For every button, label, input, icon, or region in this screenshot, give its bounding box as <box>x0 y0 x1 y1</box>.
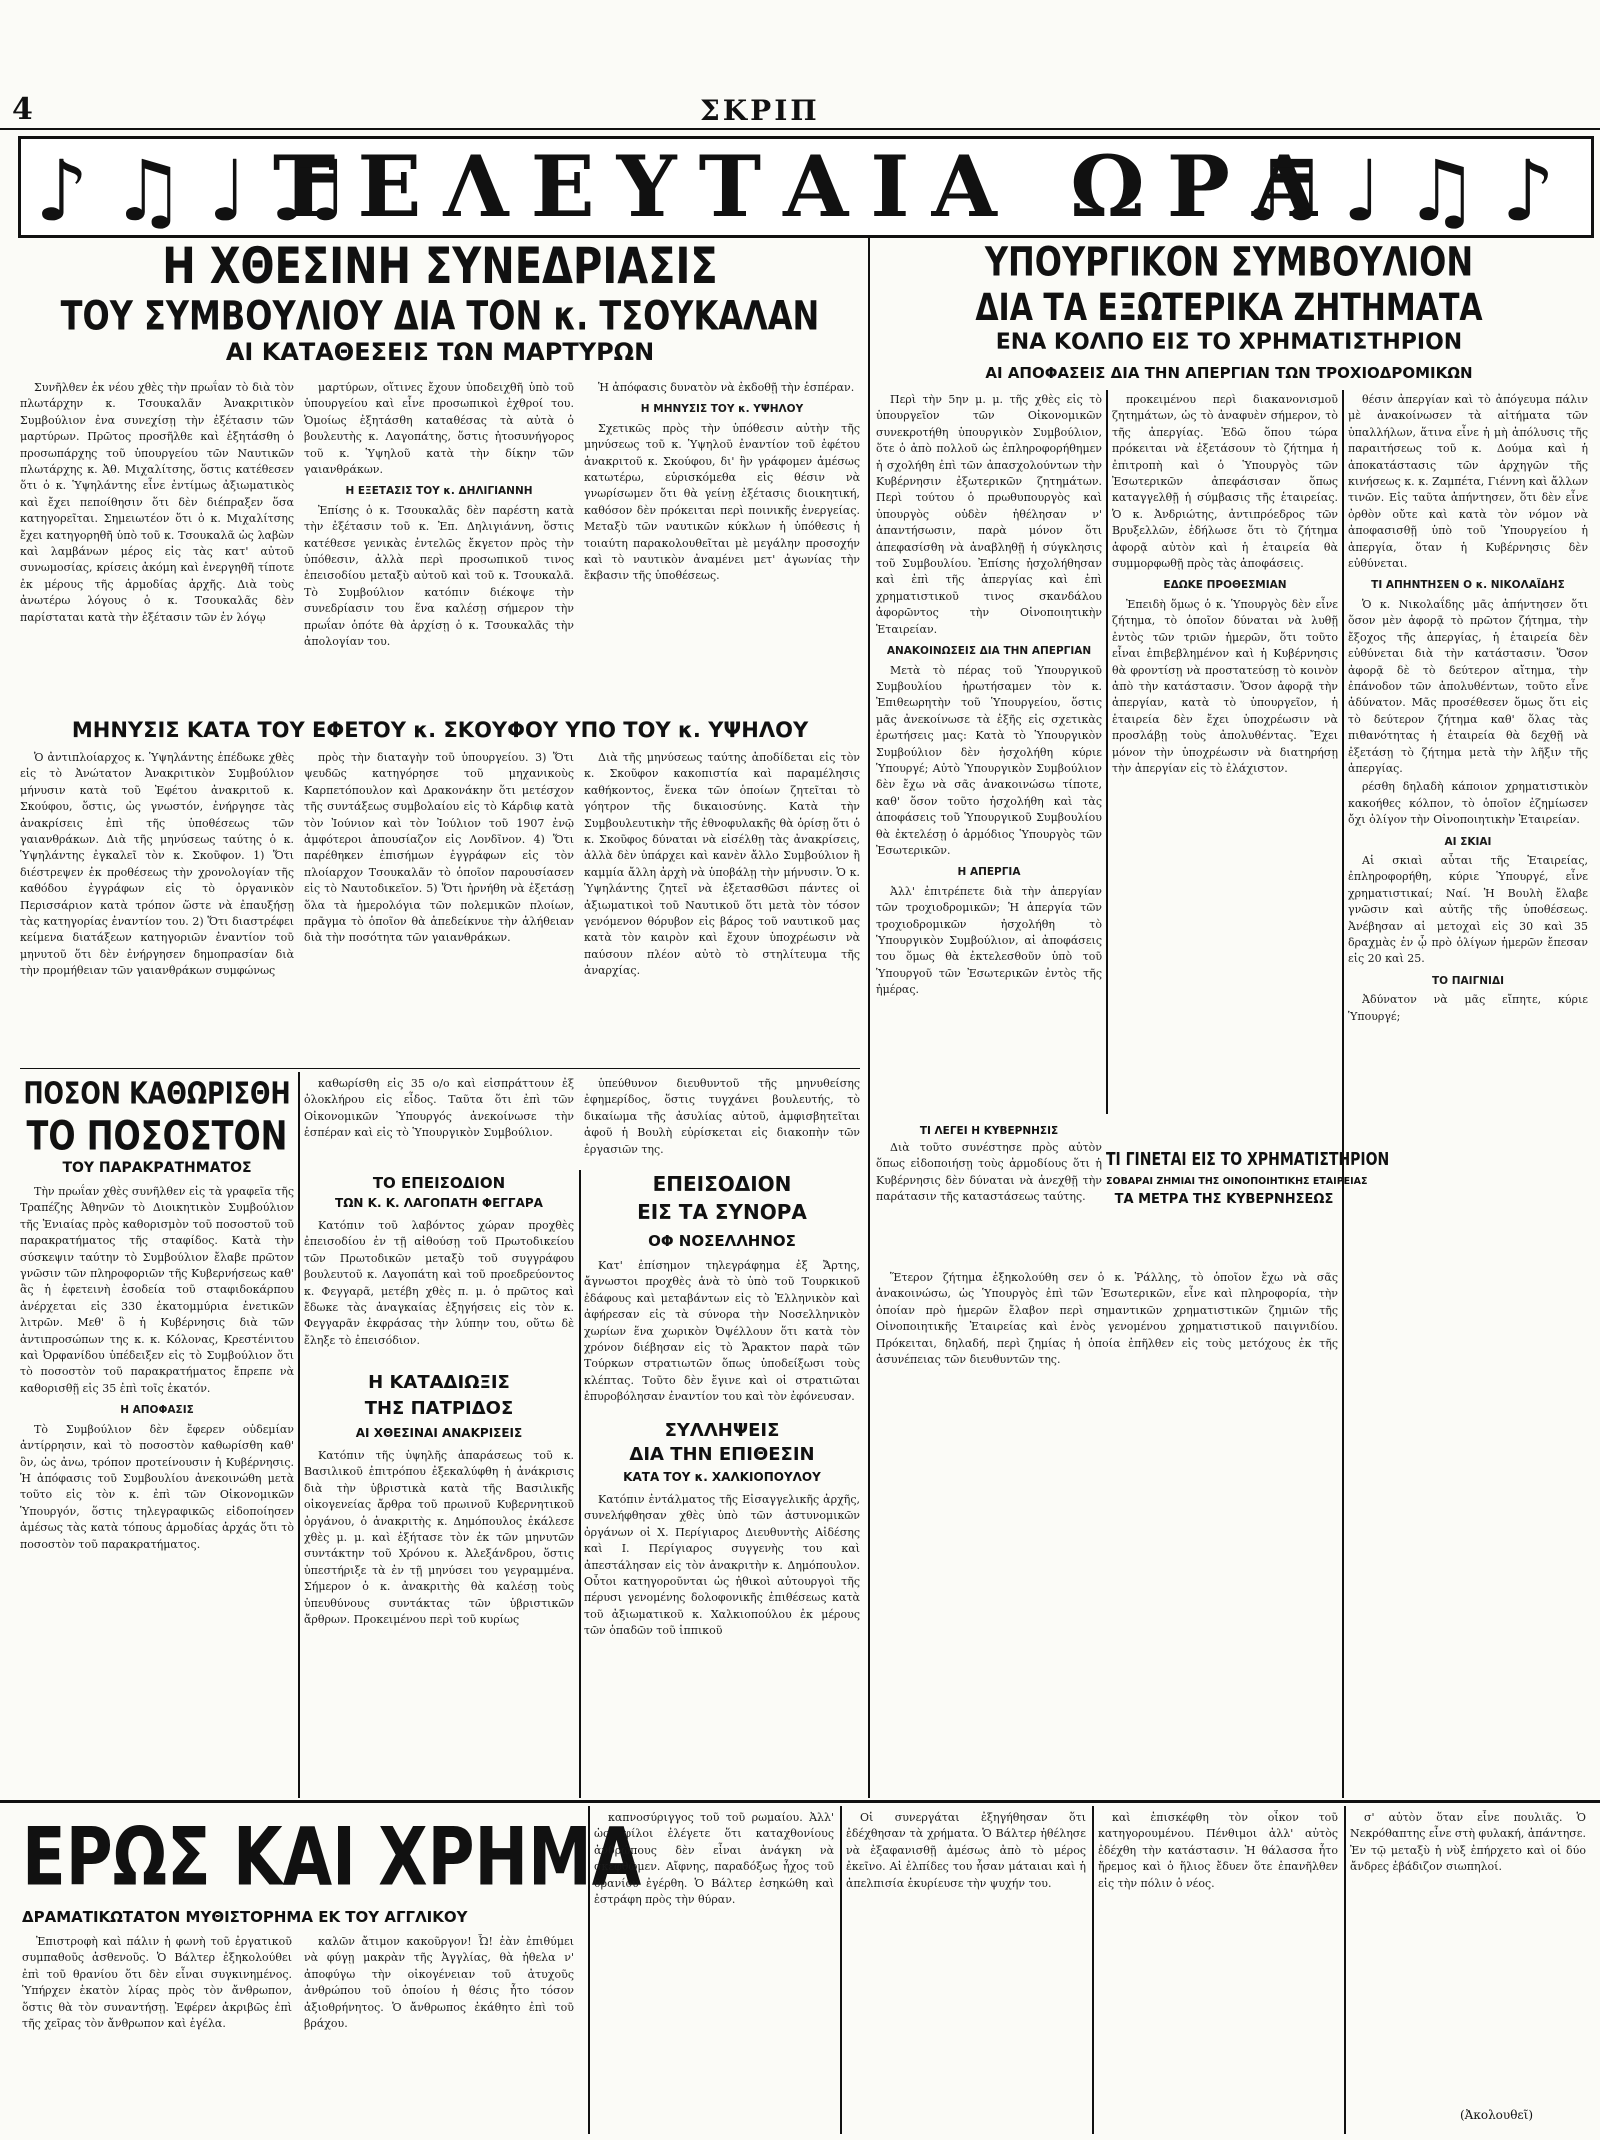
paragraph: καπνοσύριγγος τοῦ τοῦ ρωμαίου. Ἀλλ' ὡς φίλοι ἐλέγετε ὅτι καταχθονίους ἀνθρώπους δὲν εἶναι ἀνάγκη νὰ σκεφθῶμεν. Αἴφνης, παραδόξως ἦχος τοῦ θρανίου ἐγέρθη. Ὁ Βάλτερ ἐσηκώθη καὶ ἐστράφη πρὸς τὴν θύραν. <box>594 1811 834 1907</box>
paragraph: καὶ ἐπισκέφθη τὸν οἶκον τοῦ κατηγορουμένου. Πένθιμοι ἀλλ' αὐτὸς ἐδέχθη τὴν κατάστασιν. Ἡ θάλασσα ἦτο ἤρεμος καὶ ὁ ἥλιος ἔδυεν ὅτε ἐπανῆλθεν εἰς τὴν πόλιν ὁ νέος. <box>1098 1811 1338 1890</box>
novel-col-6 <box>1350 1810 1586 2110</box>
column-rule <box>579 1170 581 1798</box>
government-body <box>876 1140 1102 1260</box>
paragraph: Αἱ σκιαὶ αὗται τῆς Ἑταιρείας, ἐπληροφορήθη, κύριε Ὑπουργέ, εἶνε χρηματιστικαί; Ναί. Ἡ Βουλὴ ἔλαβε γνῶσιν καὶ αὐτῆς τῆς ὑποθέσεως. Ἀνέβησαν αἱ μετοχαὶ εἰς 30 καὶ 35 δραχμὰς ἐν ᾧ πρὸ ὀλίγων ἡμερῶν ἔπεσαν εἰς 20 καὶ 25. <box>1348 853 1588 966</box>
novel-col-1 <box>22 1934 292 2130</box>
left-deck: ΑΙ ΚΑΤΑΘΕΣΕΙΣ ΤΩΝ ΜΑΡΤΥΡΩΝ <box>225 338 655 366</box>
slander-body <box>304 1448 574 1788</box>
paragraph: μαρτύρων, οἵτινες ἔχουν ὑποδειχθῆ ὑπὸ τοῦ ὑπουργείου καὶ εἶνε προσωπικοὶ ἐχθροί του. Ὁμοίως ἐξητάσθη καταθέσας τὰ αὐτὰ ὁ βουλευτὴς κ. Λαγοπάτης, ὅστις ἠτοσυνήγορος τοῦ κ. Ὑψηλοῦ κατὰ τὴν δίκην τῶν γαιανθράκων. <box>304 381 574 477</box>
left-headline: Η ΧΘΕΣΙΝΗ ΣΥΝΕΔΡΙΑΣΙΣ <box>162 238 718 296</box>
right-subheadline: ΔΙΑ ΤΑ ΕΞΩΤΕΡΙΚΑ ΖΗΤΗΜΑΤΑ <box>975 286 1483 330</box>
incident-body <box>304 1218 574 1358</box>
paragraph: Συνῆλθεν ἐκ νέου χθὲς τὴν πρωΐαν τὸ διὰ τὸν πλωτάρχην κ. Τσουκαλᾶν Ἀνακριτικὸν Συμβούλιον ἐνα συνεχίσῃ τὴν ἐξέτασιν τῶν μαρτύρων. Πρῶτος προσῆλθε καὶ ἐξητάσθη ὁ προσωπάρχης τοῦ ὑπουργείου τῶν Ναυτικῶν πλωτάρχης κ. Ἀθ. Μιχαλίτσης, ὅστις κατέθεσεν ὅτι ὁ κ. Ὑψηλάντης εἶνε ἐντίμως ἀξιωματικὸς καὶ ἔχει πεποίθησιν ὅτι δὲν διέπραξεν ὅσα κατηγορεῖται. Σημειωτέον ὅτι ὁ κ. Μιχαλίτσης ἔχει κατηγορηθῆ ὑπὸ τοῦ κ. Τσουκαλᾶ ὡς λαβὼν καὶ λαμβάνων μέρος εἰς τὰς κατ' αὐτοῦ συνωμοσίας, κρίσεις ἀκόμη καὶ ἐνεργηθῆ τίποτε ἐκ μέρους τῆς ἁρμοδίας ἀρχῆς. Διὰ τοὺς ἀνωτέρω λόγους ὁ κ. Τσουκαλᾶς δὲν παρίσταται κατὰ τὴν ἐξέτασιν τῶν ἐν λόγῳ <box>20 381 294 624</box>
column-rule <box>1092 1806 1094 2134</box>
novel-col-4 <box>846 1810 1086 2130</box>
paragraph: Περὶ τὴν 5ην μ. μ. τῆς χθὲς εἰς τὸ ὑπουργεῖον τῶν Οἰκονομικῶν συνεκροτήθη ὑπουργικὸν Συμβούλιον, ὅτε ὁ ἀπὸ πολλοῦ ὡς ἐπληροφορήθημεν ἡ σχολήθη ἐπὶ τῶν ἀπασχολούντων τὴν Κυβέρνησιν ἐξωτερικῶν ζητημάτων. Περὶ τούτου ὁ πρωθυπουργὸς καὶ ὑπουργὸς οὐδὲν ἠθέλησαν ν' ἀπαντήσωσιν, παρὰ μόνον ὅτι ἀπεφασίσθη νὰ ἀναβληθῇ ἡ σύγκλησις τοῦ Συμβουλίου. Ἐπίσης ἠσχολήθησαν καὶ ἐπὶ τῆς ἀπεργίας καὶ ἐπὶ χρηματιστικοῦ τινος σκανδάλου ἀφορῶντος τὴν Οἰνοποιητικὴν Ἑταιρείαν. <box>876 393 1102 636</box>
percent-col-1 <box>20 1184 294 1784</box>
border-body <box>584 1258 860 1408</box>
section-rule <box>20 1068 860 1069</box>
arrest-headline: ΣΥΛΛΗΨΕΙΣ <box>664 1420 780 1441</box>
percent-headline: ΠΟΣΟΝ ΚΑΘΩΡΙΣΘΗ <box>23 1076 291 1111</box>
incident-subheadline: ΤΩΝ Κ. Κ. ΛΑΓΟΠΑΤΗ ΦΕΓΓΑΡΑ <box>335 1196 543 1210</box>
subheading: ΕΔΩΚΕ ΠΡΟΘΕΣΜΙΑΝ <box>1163 579 1287 592</box>
percent-deck: ΤΟΥ ΠΑΡΑΚΡΑΤΗΜΑΤΟΣ <box>62 1160 252 1176</box>
page-number: 4 <box>12 92 33 127</box>
paragraph: Ἐπίσης ὁ κ. Τσουκαλᾶς δὲν παρέστη κατὰ τὴν ἐξέτασιν τοῦ κ. Ἐπ. Δηλιγιάννη, ὅστις κατέθεσε γενικὰς ἐντελῶς ἔκγετον πρὸς τὴν ὑπόθεσιν, ἀλλὰ περὶ προσωπικοῦ τινος ἐπεισοδίου μεταξὺ αὐτοῦ καὶ τοῦ κ. Τσουκαλᾶ. Τὸ Συμβούλιον κατόπιν διέκοψε τὴν συνεδρίασιν του ἕνα καλέσῃ σήμερον τὴν πρωΐαν ὁπότε θὰ ἀρχίσῃ ὁ κ. Τσουκαλᾶς τὴν ἀπολογίαν του. <box>304 503 574 649</box>
novel-col-5 <box>1098 1810 1338 2130</box>
musical-notes-left-icon: ♪♫♩♬ <box>35 141 367 240</box>
column-rule <box>1342 390 1344 1798</box>
border-headline: ΕΠΕΙΣΟΔΙΟΝ <box>652 1172 792 1196</box>
percent-subheadline: ΤΟ ΠΟΣΟΣΤΟΝ <box>26 1112 288 1160</box>
left-col-1 <box>20 380 294 715</box>
left-col-3 <box>584 380 860 715</box>
percent-col-2 <box>304 1076 574 1166</box>
paragraph: Ὁ κ. Νικολαΐδης μᾶς ἀπήντησεν ὅτι ὅσον μὲν ἀφορᾷ τὸ πρῶτον ζήτημα, τὴν ἔξοχος τῆς ἀπεργίας, ἡ ἑταιρεία δὲν εὐθύνεται διὰ τὴν κατάστασιν. Ὅσον ἀφορᾷ δὲ τὸ δεύτερον αἴτημα, τὴν ἐπάνοδον τῶν ἀπολυθέντων, τοῦτο εἶνε ἀδύνατον. Μᾶς προσέθεσεν ὅμως ὅτι εἰς τὸ δεύτερον ζήτημα καθ' ὅλας τὰς πιθανότητας ἡ ἑταιρεία θὰ δεχθῇ νὰ ἐξετάσῃ τὸ ζήτημα μετὰ τὴν λῆξιν τῆς ἀπεργίας. <box>1348 597 1588 775</box>
percent-col-3 <box>584 1076 860 1166</box>
paragraph: Κατόπιν τοῦ λαβόντος χώραν προχθὲς ἐπεισοδίου ἐν τῇ αἰθούσῃ τοῦ Πρωτοδικείου τῶν Πρωτοδικῶν μεταξὺ τοῦ συγγράφου βουλευτοῦ κ. Λαγοπάτη καὶ τοῦ προεδρεύοντος κ. Φεγγαρᾶ, μετέβη χθὲς π. μ. ὁ πρῶτος καὶ ἔδωκε τὰς ἀναγκαίας ἐξηγήσεις εἰς τὸν κ. Φεγγαρᾶν ἐκφράσας τὴν λύπην του, οὕτω δὲ ἔληξε τὸ ἐπεισόδιον. <box>304 1219 574 1347</box>
incident-headline: ΤΟ ΕΠΕΙΣΟΔΙΟΝ <box>372 1174 506 1192</box>
header-rule <box>0 128 1600 130</box>
right-col-1 <box>876 392 1102 1112</box>
right-deck: ΕΝΑ ΚΟΛΠΟ ΕΙΣ ΤΟ ΧΡΗΜΑΤΙΣΤΗΡΙΟΝ <box>995 330 1463 355</box>
paragraph: Μετὰ τὸ πέρας τοῦ Ὑπουργικοῦ Συμβουλίου ἠρωτήσαμεν τὸν κ. Ἐπιθεωρητὴν τοῦ Ὑπουργείου, ὅστις μᾶς ἀνεκοίνωσε τὰ ἑξῆς εἰς σχετικὰς ἐρωτήσεις μας: Κατὰ τὸ Ὑπουργικὸν Συμβούλιον δὲν ἠσχολήθη κύριε Ὑπουργέ; Αὐτὸ Ὑπουργικὸν Συμβούλιον δὲν ἔχω νὰ σᾶς ἀνακοινώσω τίποτε, καθ' ὅσον τοῦτο ἠσχολήθη καὶ τὰς ἀποφάσεις τοῦ Ὑπουργικοῦ Συμβουλίου θὰ ἐκτελέσῃ ὁ ἁρμόδιος Ὑπουργὸς τῶν Ἐσωτερικῶν. <box>876 663 1102 857</box>
paragraph: ρέσθη δηλαδὴ κάποιον χρηματιστικὸν κακοήθες κόλπον, τὸ ὁποῖον ἐζημίωσεν ὄχι ὀλίγον τὴν Οἰνοποιητικὴν Ἑταιρείαν. <box>1348 780 1588 827</box>
paragraph: σ' αὐτὸν ὅταν εἶνε πουλιᾶς. Ὁ Νεκρόθαπτης εἶνε στὴ φυλακή, ἀπάντησε. Ἐν τῷ μεταξὺ ἡ νὺξ ἐπήρχετο καὶ οἱ δύο ἄνδρες ἐβάδιζον σιωπηλοί. <box>1350 1811 1586 1874</box>
paragraph: θέσιν ἀπεργίαν καὶ τὸ ἀπόγευμα πάλιν μὲ ἀνακοίνωσεν τὰ αἰτήματα τῶν ὑπαλλήλων, ἅτινα εἶνε ἡ μὴ ἀπόλυσις τῆς παραιτήσεως τοῦ κ. Δούμα καὶ ἡ ἀποκατάστασις τῶν ἀρχηγῶν τῆς κινήσεως κ. κ. Ζαμπέτα, Γιέννη καὶ ἄλλων τινῶν. Εἰς ταῦτα ἀπήντησεν, ὅτι δὲν εἶνε ὀρθὸν οὔτε καὶ κατὰ τὸν νόμον νὰ ἀποφασισθῇ ὑπὸ τοῦ Ὑπουργείου ἡ ἀπεργία, ὅταν ἡ Κυβέρνησις δὲν εὐθύνεται. <box>1348 393 1588 571</box>
novel-col-3 <box>594 1810 834 2130</box>
paragraph: Ἀλλ' ἐπιτρέπετε διὰ τὴν ἀπεργίαν τῶν τροχιοδρομικῶν; Ἡ ἀπεργία τῶν τροχιοδρομικῶν ἠσχολήθη τὸ Ὑπουργικὸν Συμβούλιον, αἱ ἀποφάσεις του ὅμως θὰ ἐκτελεσθοῦν ὑπὸ τοῦ Ὑπουργοῦ τῶν Ἐσωτερικῶν ἐντὸς τῆς ἡμέρας. <box>876 884 1102 997</box>
exchange-col-1 <box>876 1270 1338 1790</box>
paragraph: Ἐπειδὴ ὅμως ὁ κ. Ὑπουργὸς δὲν εἶνε ζήτημα, τὸ ὁποῖον δύναται νὰ λυθῇ ἐντὸς τῶν τριῶν ἡμερῶν, ὅτι τοῦτο εἶναι ἐπιβεβλημένον καὶ ἡ Κυβέρνησις θὰ φροντίσῃ νὰ προστατεύσῃ τὸ κοινὸν ἀπὸ τὴν κατάστασιν. Ὅσον ἀφορᾷ τὴν ἀπεργίαν, κατὰ τὸ ὑπουργεῖον, ἡ ἑταιρεία δὲν ἔχει ὑποχρέωσιν νὰ προσλάβῃ τοὺς ἀπολυθέντας. Ἔχει μόνον τὴν ὑποχρέωσιν νὰ διατηρήσῃ τὴν ἀπεργίαν εἰς τὸ ἐλάχιστον. <box>1112 597 1338 775</box>
exchange-subheadline: ΣΟΒΑΡΑΙ ΖΗΜΙΑΙ ΤΗΣ ΟΙΝΟΠΟΙΗΤΙΚΗΣ ΕΤΑΙΡΕΙΑΣ <box>1106 1176 1368 1187</box>
paragraph: Κατόπιν ἐντάλματος τῆς Εἰσαγγελικῆς ἀρχῆς, συνελήφθησαν χθὲς ὑπὸ τῶν ἀστυνομικῶν ὀργάνων οἱ Χ. Περίγιαρος Διευθυντὴς Αἰδέσης καὶ Ι. Περίγιαρος συγγενὴς του καὶ ἀπεστάλησαν εἰς τὸν ἀνακριτὴν κ. Δημόπουλον. Οὗτοι κατηγοροῦνται ὡς ἠθικοὶ αὐτουργοὶ τῆς πέρυσι γενομένης δολοφονικῆς ἐπιθέσεως κατὰ τοῦ ἀξιωματικοῦ κ. Χαλκιοπούλου ἐκ μέρους τῶν ὁπαδῶν τοῦ ἱππικοῦ <box>584 1493 860 1638</box>
arrest-body <box>584 1492 860 1788</box>
paragraph: Ὁ ἀντιπλοίαρχος κ. Ὑψηλάντης ἐπέδωκε χθὲς εἰς τὸ Ἀνώτατον Ἀνακριτικὸν Συμβούλιον μήνυσιν κατὰ τοῦ Ἐφέτου ἀνακριτοῦ κ. Σκούφου, ὅστις, ὡς γνωστόν, ἐνήργησε τὰς ἀνακρίσεις ἐπὶ τῆς ὑποθέσεως τῶν γαιανθράκων. Διὰ τῆς μηνύσεως ταύτης ὁ κ. Ὑψηλάντης ἐγκαλεῖ τὸν κ. Σκοῦφον. 1) Ὅτι διέστρεψεν ἐκ προθέσεως τὴν χρονολογίαν τῆς καθόδου ἐγγράφων εἰς τὸ ὀργανικὸν Περισσάριον κατὰ τρόπον ὥστε νὰ ἐπαυξήσῃ τὰς κατηγορίας ἐναντίον του. 2) Ὅτι διαστρέφει κείμενα διατάξεων κατηγοριῶν ἐναντίον τοῦ μηνυτοῦ ὅτι δὲν ἐνήργησεν δημοπρασίαν διὰ τὴν προμήθειαν τῶν γαιανθράκων συμφώνως <box>20 751 294 978</box>
paragraph: Κατόπιν τῆς ὑψηλῆς ἀπαράσεως τοῦ κ. Βασιλικοῦ ἐπιτρόπου ἐξεκαλύφθη ἡ ἀνάκρισις διὰ τὴν ὑβριστικὰ κατὰ τῆς Βασιλικῆς οἰκογενείας ἄρθρα τοῦ πρωινοῦ Κυβερνητικοῦ ὀργάνου, ὁ ἀνακριτὴς κ. Δημόπουλος ἐκάλεσε χθὲς μ. μ. καὶ ἐξήτασε τὸν ἐκ τῶν μηνυτῶν συντάκτην τοῦ Χρόνου κ. Ἀλεξάνδρου, ὅστις ὑπεστήριξε τὰ ἐν τῇ μηνύσει του γεγραμμένα. Σήμερον ὁ κ. ἀνακριτὴς θὰ καλέσῃ τοὺς ὑπευθύνους συντάκτας τῶν ὑβριστικῶν ἄρθρων. Προκειμένου περὶ τοῦ κυρίως <box>304 1449 574 1627</box>
left-subheadline: ΤΟΥ ΣΥΜΒΟΥΛΙΟΥ ΔΙΑ ΤΟΝ κ. ΤΣΟΥΚΑΛΑΝ <box>60 292 820 340</box>
paragraph: Οἱ συνεργάται ἐξηγήθησαν ὅτι ἐδέχθησαν τὰ χρήματα. Ὁ Βάλτερ ἠθέλησε νὰ ἐξαφανισθῇ ἀμέσως ἀπὸ τὸ μέρος ἐκεῖνο. Αἱ ἐλπίδες του ἦσαν μάταιαι καὶ ἡ ἀπελπισία ἐκυρίευσε τὴν ψυχήν του. <box>846 1811 1086 1890</box>
novel-col-2 <box>304 1934 574 2130</box>
right-headline: ΥΠΟΥΡΓΙΚΟΝ ΣΥΜΒΟΥΛΙΟΝ <box>984 238 1474 286</box>
lawsuit-headline: ΜΗΝΥΣΙΣ ΚΑΤΑ ΤΟΥ ΕΦΕΤΟΥ κ. ΣΚΟΥΦΟΥ ΥΠΟ ΤΟΥ κ. ΥΨΗΛΟΥ <box>71 718 809 742</box>
newspaper-name: ΣΚΡΙΠ <box>700 94 820 127</box>
subheading: ΤΟ ΠΑΙΓΝΙΔΙ <box>1432 974 1504 987</box>
paragraph: προκειμένου περὶ διακανονισμοῦ ζητημάτων, ὡς τὸ ἀναφυὲν σήμερον, τὸ τῆς ἀπεργίας. Ἐδῶ ὅπου τώρα πρόκειται νὰ ἐξετάσουν τὸ ζήτημα ἡ ἐπιτροπὴ καὶ ὁ Ὑπουργὸς τῶν Ἐσωτερικῶν ἀπεφάσισαν ὅπως καταγγελθῇ ἡ σύμβασις τῆς ἑταιρείας. Ὁ κ. Ἀνδριώτης, ἀντιπρόεδρος τῶν Βρυξελλῶν, ἐδήλωσε ὅτι τὸ ζήτημα ἀφορᾷ αὐτὸν καὶ ἡ ἑταιρεία θὰ συμμορφωθῇ πρὸς τὰς ἀποφάσεις. <box>1112 393 1338 571</box>
subheading: ΑΝΑΚΟΙΝΩΣΕΙΣ ΔΙΑ ΤΗΝ ΑΠΕΡΓΙΑΝ <box>886 645 1092 658</box>
subheading: Η ΕΞΕΤΑΣΙΣ ΤΟΥ κ. ΔΗΛΙΓΙΑΝΝΗ <box>345 485 533 498</box>
column-rule <box>298 1072 300 1798</box>
lawsuit-col-3 <box>584 750 860 1062</box>
paragraph: Ἀδύνατον νὰ μᾶς εἴπητε, κύριε Ὑπουργέ; <box>1348 993 1588 1023</box>
paragraph: ὑπεύθυνον διευθυντοῦ τῆς μηνυθείσης ἐφημερίδος, ὅστις τυγχάνει βουλευτής, τὸ δικαίωμα τῆς ἀσυλίας αὐτοῦ, ἀμφισβητεῖται ἀφοῦ ἡ Βουλὴ εὑρίσκεται εἰς διακοπὴν τῶν ἐργασιῶν της. <box>584 1077 860 1156</box>
column-rule <box>840 1806 842 2134</box>
slander-deck: ΑΙ ΧΘΕΣΙΝΑΙ ΑΝΑΚΡΙΣΕΙΣ <box>355 1426 523 1440</box>
novel-rule <box>0 1800 1600 1803</box>
right-col-3 <box>1348 392 1588 1792</box>
arrest-subheadline: ΔΙΑ ΤΗΝ ΕΠΙΘΕΣΙΝ <box>629 1444 815 1465</box>
border-subheadline: ΕΙΣ ΤΑ ΣΥΝΟΡΑ <box>637 1200 807 1224</box>
left-col-2 <box>304 380 574 715</box>
paragraph: Διὰ τῆς μηνύσεως ταύτης ἀποδίδεται εἰς τὸν κ. Σκοῦφον κακοπιστία καὶ παραμέλησις καθήκοντος, ἕνεκα τῶν ὁποίων ζητεῖται τὸ γόητρον τῆς δικαιοσύνης. Κατὰ τὴν Συμβουλευτικὴν τῆς ἐθνοφυλακῆς θὰ ὁρίσῃ ὅτι ὁ κ. Σκοῦφος δύναται νὰ εἰσέλθῃ τὰς ἀνακρίσεις, ἀλλὰ δὲν ὑπάρχει καὶ κανὲν ἄλλο Συμβούλιον ἢ καμμία ἄλλη ἀρχὴ νὰ ὑποβάλῃ τὴν μήνυσιν. Ὁ κ. Ὑψηλάντης ζητεῖ νὰ ἐξετασθῶσι πάντες οἱ ἀξιωματικοὶ τοῦ Ναυτικοῦ ὅτι μετὰ τὸν τόσον γενόμενον θόρυβον εἰς βάρος τοῦ ναυτικοῦ μας κατὰ τὸν καιρὸν καὶ ἔχουν ὑποχρέωσιν νὰ παύσουν πλέον αὐτὸ τὸ στηλίτευμα τῆς ἀναρχίας. <box>584 751 860 978</box>
paragraph: καλῶν ἄτιμον κακοῦργον! Ὦ! ἐὰν ἐπιθύμει νὰ φύγῃ μακρὰν τῆς Ἀγγλίας, θὰ ἠθελα ν' ἀποφύγω τὴν οἰκογένειαν τοῦ ἀτυχοῦς ἀνθρώπου τοῦ ὁποίου ἡ θέσις ἦτο τόσον ἀξιοθρήνητος. Ὁ ἄνθρωπος ἐκάθητο ἐπὶ τοῦ βράχου. <box>304 1935 574 2031</box>
paragraph: Διὰ τοῦτο συνέστησε πρὸς αὐτὸν ὅπως εἰδοποιήσῃ τοὺς ἀρμοδίους ὅτι ἡ Κυβέρνησις δὲν δύναται νὰ ἀνεχθῇ τὴν παράτασιν τῆς καταστάσεως ταύτης. <box>876 1141 1102 1204</box>
paragraph: καθωρίσθη εἰς 35 ο/ο καὶ εἰσπράττουν ἐξ ὁλοκλήρου εἰς εἶδος. Ταῦτα ὅτι ἐπὶ τῶν Οἰκονομικῶν Ὑπουργός ἀνεκοίνωσε τὴν ἑσπέραν καὶ εἰς τὸ Ὑπουργικὸν Συμβούλιον. <box>304 1077 574 1140</box>
right-col-2 <box>1112 392 1338 1112</box>
subheading: Η ΑΠΟΦΑΣΙΣ <box>120 1404 194 1417</box>
slander-subheadline: ΤΗΣ ΠΑΤΡΙΔΟΣ <box>364 1398 514 1419</box>
novel-title: ΕΡΩΣ ΚΑΙ ΧΡΗΜΑ <box>22 1812 642 1905</box>
paragraph: Τὸ Συμβούλιον δὲν ἔφερεν οὐδεμίαν ἀντίρρησιν, καὶ τὸ ποσοστὸν καθωρίσθη καθ' ὃν, ὡς ἀνω, τρόπον προτείνουσιν ἡ Κυβέρνησις. Ἡ ἀπόφασις τοῦ Συμβουλίου ἀνεκοινώθη μετὰ τοῦτο εἰς τὸν κ. ἐπὶ τῶν Οἰκονομικῶν Ὑπουργόν, ὅστις τηλεγραφικῶς εἰδοποίησεν ἀμέσως τὰς κατὰ τόπους ἁρμοδίας ἀρχάς ὅτι τὸ ποσοστὸν τοῦ παρακρατήματος. <box>20 1422 294 1551</box>
government-subheading: ΤΙ ΛΕΓΕΙ Η ΚΥΒΕΡΝΗΣΙΣ <box>919 1125 1059 1137</box>
right-deck-2: ΑΙ ΑΠΟΦΑΣΕΙΣ ΔΙΑ ΤΗΝ ΑΠΕΡΓΙΑΝ ΤΩΝ ΤΡΟΧΙΟΔΡΟΜΙΚΩΝ <box>985 364 1473 382</box>
paragraph: Ἕτερον ζήτημα ἐξηκολούθη σεν ὁ κ. Ῥάλλης, τὸ ὁποῖον ἔχω νὰ σᾶς ἀνακοινώσω, ὡς Ὑπουργὸς ἐπὶ τῶν Ἐσωτερικῶν, εἶνε καὶ πληροφορία, τὴν ὁποίαν πρὸ ἡμερῶν ἔλαβον περὶ σημαντικῶν χρηματιστικῶν ζημιῶν τῆς Οἰνοποιητικῆς Ἑταιρείας καὶ ἑνὸς γενομένου χρηματιστικοῦ παιγνιδίου. Πρόκειται, δηλαδή, περὶ ζημίας ἡ ὁποία ἐπῆλθεν εἰς τοὺς μετόχους ἐκ τῆς ἀσυνέπειας τῶν διευθυντῶν της. <box>876 1271 1338 1367</box>
paragraph: Ἡ ἀπόφασις δυνατὸν νὰ ἐκδοθῇ τὴν ἑσπέραν. <box>598 381 855 394</box>
border-deck: ΟΦ ΝΟΣΕΛΛΗΝΟΣ <box>648 1232 796 1250</box>
exchange-deck: ΤΑ ΜΕΤΡΑ ΤΗΣ ΚΥΒΕΡΝΗΣΕΩΣ <box>1114 1192 1334 1207</box>
subheading: Η ΜΗΝΥΣΙΣ ΤΟΥ κ. ΥΨΗΛΟΥ <box>640 403 804 416</box>
subheading: ΑΙ ΣΚΙΑΙ <box>1444 835 1492 848</box>
center-column-rule <box>868 236 870 1798</box>
lawsuit-col-2 <box>304 750 574 1062</box>
paragraph: Σχετικῶς πρὸς τὴν ὑπόθεσιν αὐτὴν τῆς μηνύσεως τοῦ κ. Ὑψηλοῦ ἐναντίον τοῦ ἐφέτου ἀνακριτοῦ κ. Σκούφου, δι' ἣν γράφομεν ἀμέσως κατωτέρω, εὑρισκόμεθα εἰς θέσιν νὰ γνωρίσωμεν ὅτι θὰ γείνῃ ἐξέτασις διοικητική, καθόσον δὲν πρόκειται περὶ ποινικῆς ἐνεργείας. Μεταξὺ τῶν ναυτικῶν κύκλων ἡ ὑπόθεσις ἡ τοιαύτη παρακολουθεῖται μὲ μεγάλην προσοχήν καὶ τὸ ναυτικὸν ἀναμένει μετ' ἀγωνίας τὴν ἔκβασιν τῆς ὑποθέσεως. <box>584 421 860 583</box>
banner <box>18 136 1594 238</box>
column-rule <box>1344 1806 1346 2134</box>
novel-subtitle: ΔΡΑΜΑΤΙΚΩΤΑΤΟΝ ΜΥΘΙΣΤΟΡΗΜΑ ΕΚ ΤΟΥ ΑΓΓΛΙΚΟΥ <box>22 1908 468 1926</box>
subheading: ΤΙ ΑΠΗΝΤΗΣΕΝ Ο κ. ΝΙΚΟΛΑΪΔΗΣ <box>1371 579 1565 592</box>
continued-note: (Ἀκολουθεῖ) <box>1460 2108 1534 2122</box>
lawsuit-col-1 <box>20 750 294 1062</box>
slander-headline: Η ΚΑΤΑΔΙΩΞΙΣ <box>368 1372 510 1393</box>
column-rule <box>588 1806 590 2134</box>
paragraph: Ἐπιστροφὴ καὶ πάλιν ἡ φωνὴ τοῦ ἐργατικοῦ συμπαθοῦς ἀσθενοῦς. Ὁ Βάλτερ ἐξηκολούθει ἐπὶ τοῦ θρανίου ὅτι δὲν εἶναι συγκινημένος. Ὑπήρχεν ἑκατὸν λίρας πρὸς τὸν ἄνθρωπον, ὅστις θὰ τὸν συναντήσῃ. Ἐφέρεν ἀκριβῶς ἐπὶ τῆς χεῖρας τὸν ἄνθρωπον καὶ ἐγέλα. <box>22 1935 292 2031</box>
exchange-headline: ΤΙ ΓΙΝΕΤΑΙ ΕΙΣ ΤΟ ΧΡΗΜΑΤΙΣΤΗΡΙΟΝ <box>1106 1150 1390 1170</box>
arrest-deck: ΚΑΤΑ ΤΟΥ κ. ΧΑΛΚΙΟΠΟΥΛΟΥ <box>623 1470 821 1484</box>
musical-notes-right-icon: ♬♩♫♪ <box>1245 141 1577 240</box>
column-rule <box>1106 390 1108 1114</box>
paragraph: Τὴν πρωΐαν χθὲς συνῆλθεν εἰς τὰ γραφεῖα τῆς Τραπέζης Ἀθηνῶν τὸ Διοικητικὸν Συμβούλιον τῆς Ἑνιαίας πρὸς καθορισμὸν τοῦ ποσοστοῦ τοῦ παρακρατήματος τῆς σταφίδος. Κατὰ τὴν σύσκεψιν ταύτην τὸ Συμβούλιον ἔλαβε πρῶτον γνῶσιν τῶν πληροφοριῶν τῆς Κυβερνήσεως καθ' ἃς ἡ ἐφετεινὴ ἐσοδεία τοῦ σταφιδοκάρπου ἀνέρχεται εἰς 330 ἑκατομμύρια ἑνετικῶν λιτρῶν. Μεθ' ὃ ἡ Κυβέρνησις διὰ τῶν ἀντιπροσώπων της κ. κ. Κόλονας, Κρεστένιτου καὶ Ὀρφανίδου ὑπέδειξεν εἰς τὸ Συμβούλιον ὅτι τὸ ποσοστὸν τοῦ παρακρατήματος ἔπρεπε νὰ καθορισθῇ εἰς 35 ἐπὶ τοῖς ἑκατόν. <box>20 1185 294 1395</box>
banner-title: ΤΕΛΕΥΤΑΙΑ ΩΡΑ <box>272 137 1340 236</box>
paragraph: πρὸς τὴν διαταγὴν τοῦ ὑπουργείου. 3) Ὅτι ψευδῶς κατηγόρησε τοῦ μηχανικοὺς Καρπετόπουλον καὶ Δρακονάκην ὅτι μετέσχον τῆς συντάξεως συμβολαίου εἰς τὸ Κάρδιφ κατὰ τὸν Ἰούνιον καὶ τὸν Ἰούλιον τοῦ 1907 ἐνῷ ἀμφότεροι ἀπουσίαζον εἰς Λονδῖνον. 4) Ὅτι παρέθηκεν ἐπισήμων ἐγγράφων εἰς τὸν πλοίαρχον Τσουκαλᾶν τὸ ὁποῖον παρουσίασεν εἰς τὸ Ναυτοδικεῖον. 5) Ὅτι ἠρνήθη νὰ ἐξετάσῃ ὅλα τὰ ἠμερολόγια τῶν πολεμικῶν πλοίων, πρᾶγμα τὸ ὁποῖον θὰ ἀπεδείκνυε τὴν ἀλήθειαν διὰ τὴν ποσότητα τῶν γαιανθράκων. <box>304 751 574 945</box>
subheading: Η ΑΠΕΡΓΙΑ <box>957 866 1021 879</box>
paragraph: Κατ' ἐπίσημον τηλεγράφημα ἐξ Ἄρτης, ἄγνωστοι προχθὲς ἀνὰ τὸ ὑπὸ τοῦ Τουρκικοῦ ἐδάφους καὶ μεταβάντων εἰς τὸ Ἑλληνικὸν καὶ ἀφήρεσαν εἰς τὰ σύνορα τὴν Νοσελληνικὸν χωρίων ἕνα χωρικὸν Ὀψέλλουν ὅτι κατὰ τὸν χρόνον διέβησαν εἰς τὸ Ἄρακτον παρὰ τῶν Τούρκων στρατιωτῶν ὅπως ὑποδείξωσι τοὺς κλέπτας. Τοῦτο δὲν ἔγινε καὶ οἱ στρατιῶται ἐπυροβόλησαν ἐναντίον του καὶ τὸν ἐφόνευσαν. <box>584 1259 860 1404</box>
